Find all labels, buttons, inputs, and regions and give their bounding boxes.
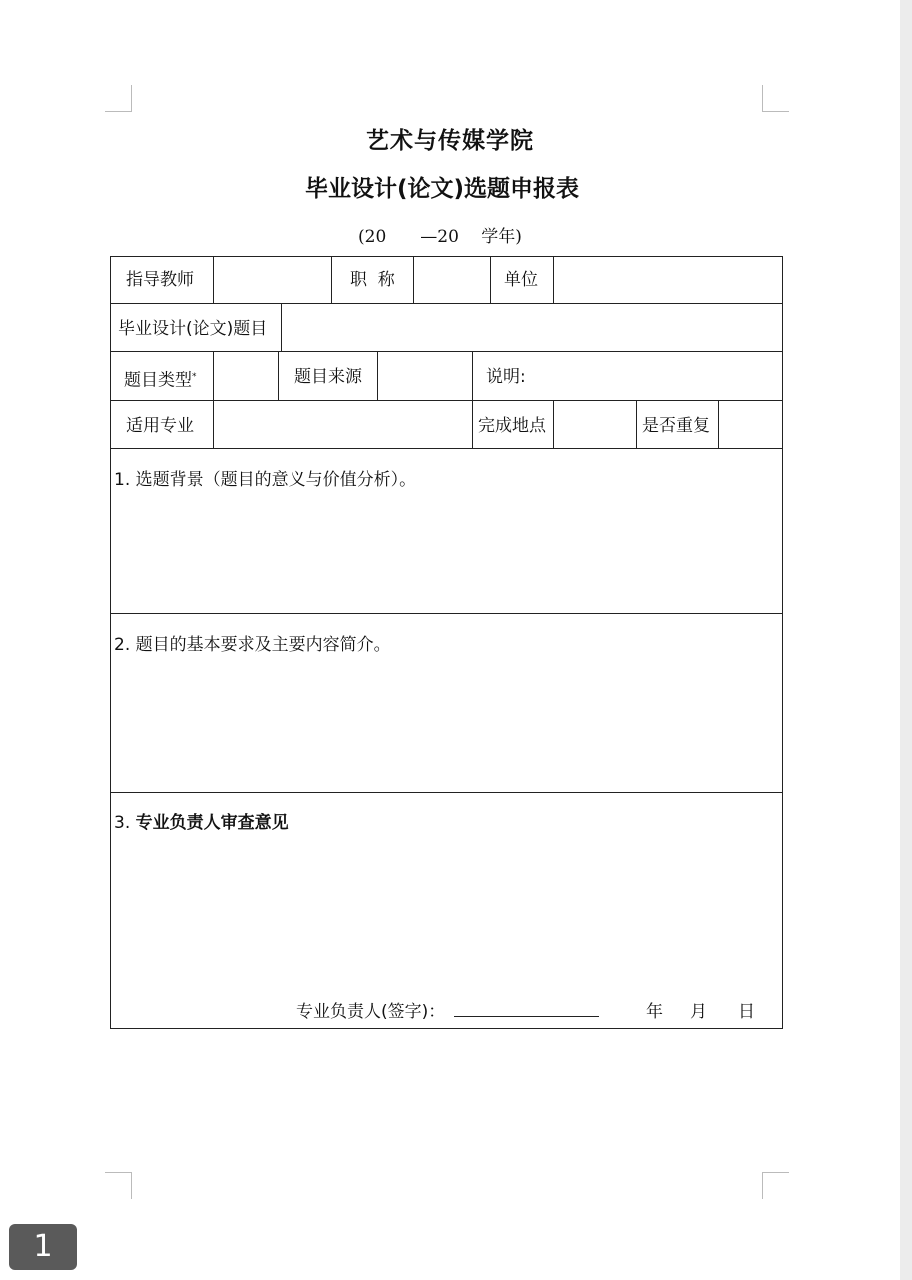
- signature-month: 月: [690, 1002, 707, 1022]
- title-rank-label: 职 称: [350, 270, 395, 290]
- form-title: 毕业设计(论文)选题申报表: [304, 176, 580, 202]
- signature-label: 专业负责人(签字)：: [296, 1002, 446, 1022]
- crop-mark-top-right: [762, 85, 789, 112]
- col-divider: [553, 256, 554, 304]
- signature-day: 日: [738, 1002, 755, 1022]
- topic-source-label: 题目来源: [294, 367, 362, 387]
- requirements-section-label: 2. 题目的基本要求及主要内容简介。: [114, 635, 391, 655]
- application-form-table: [110, 256, 783, 1029]
- row-divider: [110, 400, 783, 401]
- table-border-right: [782, 256, 783, 1029]
- topic-type-mark: *: [192, 372, 197, 382]
- background-section-label: 1. 选题背景（题目的意义与价值分析）。: [114, 470, 417, 490]
- crop-mark-top-left: [105, 85, 132, 112]
- row-divider: [110, 613, 783, 614]
- crop-mark-bottom-right: [762, 1172, 789, 1199]
- row-divider: [110, 351, 783, 352]
- col-divider: [281, 303, 282, 352]
- topic-type-text: 题目类型: [124, 370, 192, 391]
- col-divider: [213, 351, 214, 401]
- major-label: 适用专业: [126, 416, 194, 436]
- row-divider: [110, 792, 783, 793]
- page-number-badge[interactable]: 1: [9, 1224, 77, 1270]
- row-divider: [110, 448, 783, 449]
- col-divider: [331, 256, 332, 304]
- col-divider: [413, 256, 414, 304]
- col-divider: [718, 400, 719, 449]
- col-divider: [213, 256, 214, 304]
- note-label: 说明:: [486, 367, 526, 387]
- signature-year: 年: [646, 1002, 663, 1022]
- college-title: 艺术与传媒学院: [366, 128, 534, 154]
- col-divider: [553, 400, 554, 449]
- col-divider: [377, 351, 378, 401]
- col-divider: [490, 256, 491, 304]
- unit-label: 单位: [504, 270, 538, 290]
- signature-underline: [454, 1016, 599, 1017]
- advisor-label: 指导教师: [126, 270, 194, 290]
- col-divider: [472, 400, 473, 449]
- repeat-label: 是否重复: [642, 416, 710, 436]
- topic-label: 毕业设计(论文)题目: [118, 319, 268, 339]
- review-section-title: 专业负责人审查意见: [135, 813, 289, 833]
- col-divider: [636, 400, 637, 449]
- table-border-left: [110, 256, 111, 1029]
- review-section-number: 3.: [114, 813, 131, 833]
- viewer-edge: [900, 0, 912, 1280]
- col-divider: [472, 351, 473, 401]
- academic-year-line: (20 —20 学年): [358, 227, 522, 247]
- col-divider: [278, 351, 279, 401]
- review-section-label: [114, 808, 289, 833]
- col-divider: [213, 400, 214, 449]
- row-divider: [110, 303, 783, 304]
- location-label: 完成地点: [478, 416, 546, 436]
- table-border-bottom: [110, 1028, 783, 1029]
- table-border-top: [110, 256, 783, 257]
- crop-mark-bottom-left: [105, 1172, 132, 1199]
- topic-type-label: [124, 367, 197, 391]
